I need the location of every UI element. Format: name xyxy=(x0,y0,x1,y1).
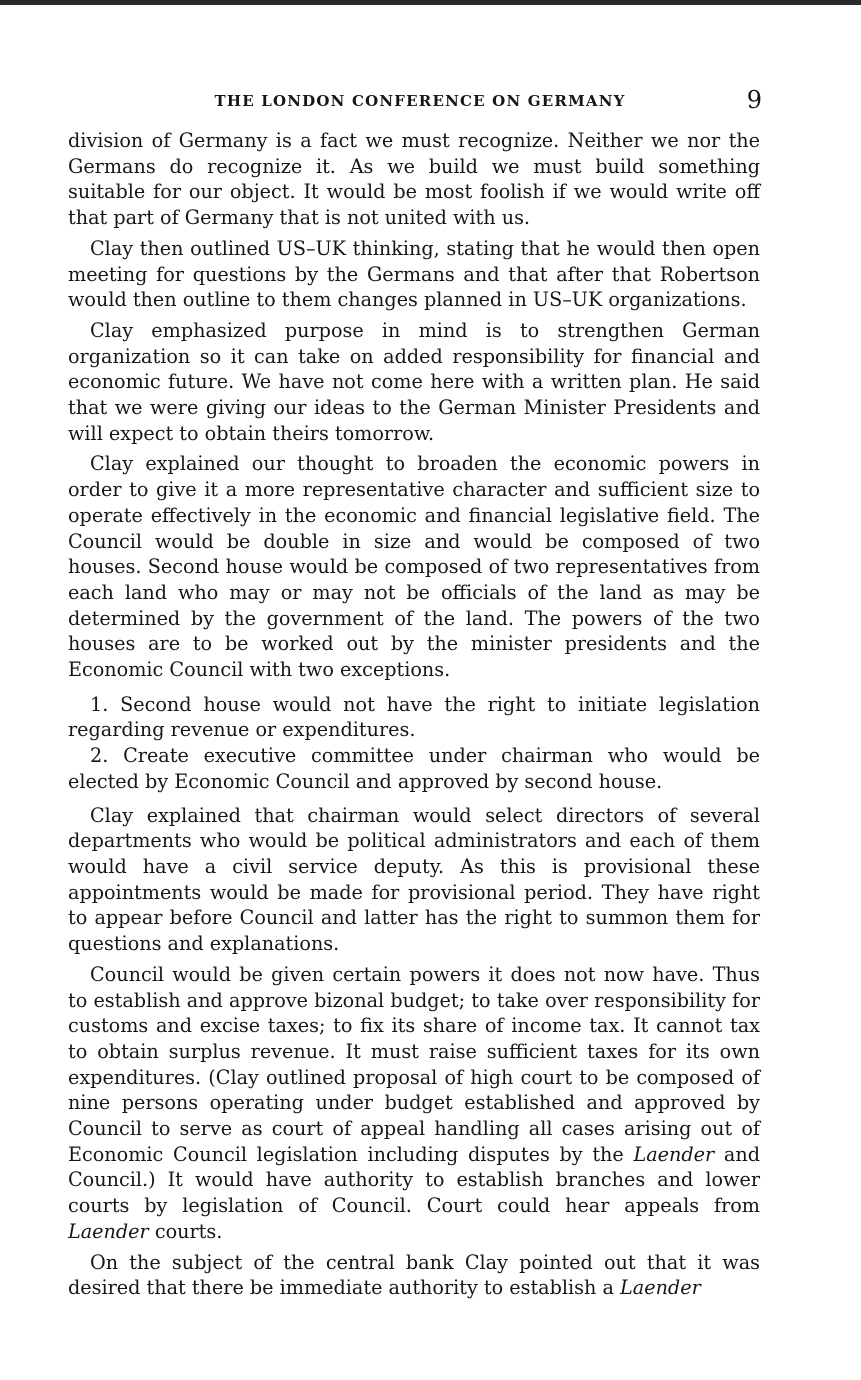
list-item-2: 2. Create executive committee under chairman who would be elected by Economic Council and approved by second house. xyxy=(68,744,760,793)
paragraph-7 xyxy=(68,1250,760,1301)
page-number: 9 xyxy=(746,86,762,114)
paragraph-6-text-b: and Council.) It would have authority to establish branches and lower courts by legislation of Council. Court could hear appeals from xyxy=(68,1142,760,1218)
paragraph-5: Clay explained that chairman would select directors of several departments who would be political administrators and each of them would have a civil service deputy. As this is provisional these appointments would be made for provisional period. They have right to appear before Council and latter has the right to summon them for questions and explanations. xyxy=(68,803,760,956)
laender-term: Laender xyxy=(68,1219,149,1243)
paragraph-3: Clay emphasized purpose in mind is to strengthen German organization so it can take on added responsibility for financial and economic future. We have not come here with a written plan. He said that we were giving our ideas to the German Minister Presidents and will expect to obtain theirs tomorrow. xyxy=(68,318,760,445)
running-header xyxy=(72,86,768,116)
paragraph-2: Clay then outlined US–UK thinking, stating that he would then open meeting for questions by the Germans and that after that Robertson would then outline to them changes planned in US–UK organizations. xyxy=(68,236,760,312)
paragraph-6 xyxy=(68,962,760,1245)
paragraph-6-text-c: courts. xyxy=(148,1219,223,1243)
paragraph-7-text-a: On the subject of the central bank Clay pointed out that it was desired that there be immediate authority to establish a xyxy=(68,1250,760,1300)
running-title: THE LONDON CONFERENCE ON GERMANY xyxy=(214,92,626,110)
paragraph-6-text-a: Council would be given certain powers it does not now have. Thus to establish and approve bizonal budget; to take over responsibility for customs and excise taxes; to fix its share of income tax. It cannot tax to obtain surplus revenue. It must raise sufficient taxes for its own expenditures. (Clay outlined proposal of high court to be composed of nine persons operating under budget established and approved by Council to serve as court of appeal handling all cases arising out of Economic Council legislation including disputes by the xyxy=(68,962,760,1166)
laender-term: Laender xyxy=(633,1142,715,1166)
laender-term: Laender xyxy=(620,1276,701,1300)
page-body xyxy=(68,128,760,1301)
top-border xyxy=(0,0,861,5)
paragraph-1: division of Germany is a fact we must recognize. Neither we nor the Germans do recognize it. As we build we must build something suitable for our object. It would be most foolish if we would write off that part of Germany that is not united with us. xyxy=(68,129,760,230)
paragraph-4: Clay explained our thought to broaden the economic powers in order to give it a more representative character and sufficient size to operate effectively in the economic and financial legislative field. The Council would be double in size and would be composed of two houses. Second house would be composed of two representatives from each land who may or may not be officials of the land as may be determined by the government of the land. The powers of the two houses are to be worked out by the minister presidents and the Economic Council with two exceptions. xyxy=(68,452,760,682)
list-item-1: 1. Second house would not have the right to initiate legislation regarding revenue or expenditures. xyxy=(68,692,760,742)
